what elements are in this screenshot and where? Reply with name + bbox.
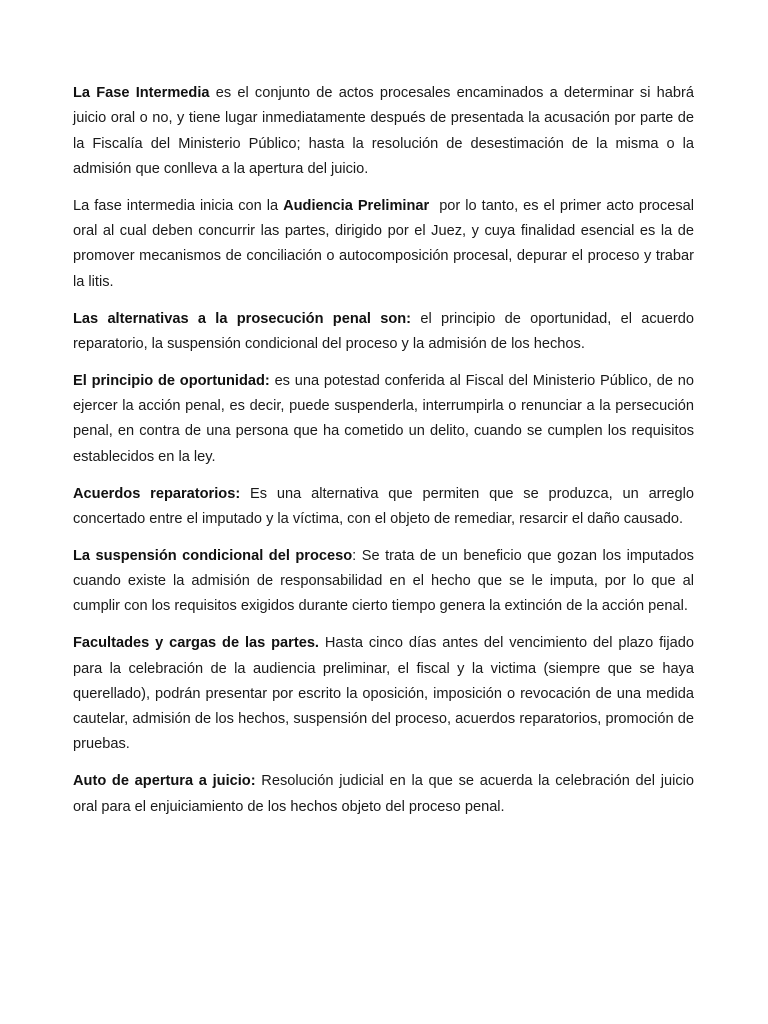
paragraph-lead: La fase intermedia inicia con la xyxy=(73,197,284,214)
term-audiencia-preliminar: Audiencia Preliminar xyxy=(283,197,430,214)
term-principio-oportunidad: El principio de oportunidad: xyxy=(73,372,270,389)
paragraph-suspension-condicional xyxy=(73,544,694,620)
paragraph-acuerdos-reparatorios xyxy=(73,482,694,533)
term-suspension-condicional: La suspensión condicional del proceso xyxy=(73,547,353,564)
paragraph-body: el principio de oportunidad, el acuerdo reparatorio, la suspensión condicional del proceso y la admisión de los hechos. xyxy=(73,310,694,352)
paragraph-facultades-cargas xyxy=(73,631,694,757)
paragraph-body: : Se trata de un beneficio que gozan los imputados cuando existe la admisión de responsabilidad en el hecho que se le imputa, por lo que al cumplir con los requisitos exigidos durante cierto tiempo genera la extinción de la acción penal. xyxy=(73,547,694,615)
paragraph-body: Es una alternativa que permiten que se produzca, un arreglo concertado entre el imputado y la víctima, con el objeto de remediar, resarcir el daño causado. xyxy=(73,485,694,527)
term-fase-intermedia: La Fase Intermedia xyxy=(73,85,210,101)
term-auto-apertura: Auto de apertura a juicio: xyxy=(73,773,256,790)
paragraph-principio-oportunidad xyxy=(73,369,694,470)
paragraph-auto-apertura xyxy=(73,769,694,820)
term-alternativas: Las alternativas a la prosecución penal son: xyxy=(73,310,412,327)
paragraph-audiencia-preliminar xyxy=(73,194,699,295)
paragraph-alternativas xyxy=(73,307,694,358)
term-acuerdos-reparatorios: Acuerdos reparatorios: xyxy=(73,485,241,502)
paragraph-body: Resolución judicial en la que se acuerda la celebración del juicio oral para el enjuiciamiento de los hechos objeto del proceso penal. xyxy=(73,773,694,815)
paragraph-fase-intermedia xyxy=(73,81,694,182)
term-facultades-cargas: Facultades y cargas de las partes. xyxy=(73,635,319,652)
paragraph-body: Hasta cinco días antes del vencimiento del plazo fijado para la celebración de la audiencia preliminar, el fiscal y la victima (siempre que se haya querellado), podrán presentar por escrito la oposición, imposición o revocación de una medida cautelar, admisión de los hechos, suspensión del proceso, acuerdos reparatorios, promoción de pruebas. xyxy=(73,635,694,753)
paragraph-body: es una potestad conferida al Fiscal del Ministerio Público, de no ejercer la acción penal, es decir, puede suspenderla, interrumpirla o renunciar a la persecución penal, en contra de una persona que ha cometido un delito, cuando se cumplen los requisitos establecidos en la ley. xyxy=(73,372,694,465)
paragraph-body: por lo tanto, es el primer acto procesal oral al cual deben concurrir las partes, dirigido por el Juez, y cuya finalidad esencial es la de promover mecanismos de conciliación o autocomposición procesal, depurar el proceso y trabar la litis. xyxy=(73,197,699,290)
paragraph-body: es el conjunto de actos procesales encaminados a determinar si habrá juicio oral o no, y tiene lugar inmediatamente después de presentada la acusación por parte de la Fiscalía del Ministerio Público; hasta la resolución de desestimación de la misma o la admisión que conlleva a la apertura del juicio. xyxy=(73,85,694,177)
document-page xyxy=(73,81,699,831)
